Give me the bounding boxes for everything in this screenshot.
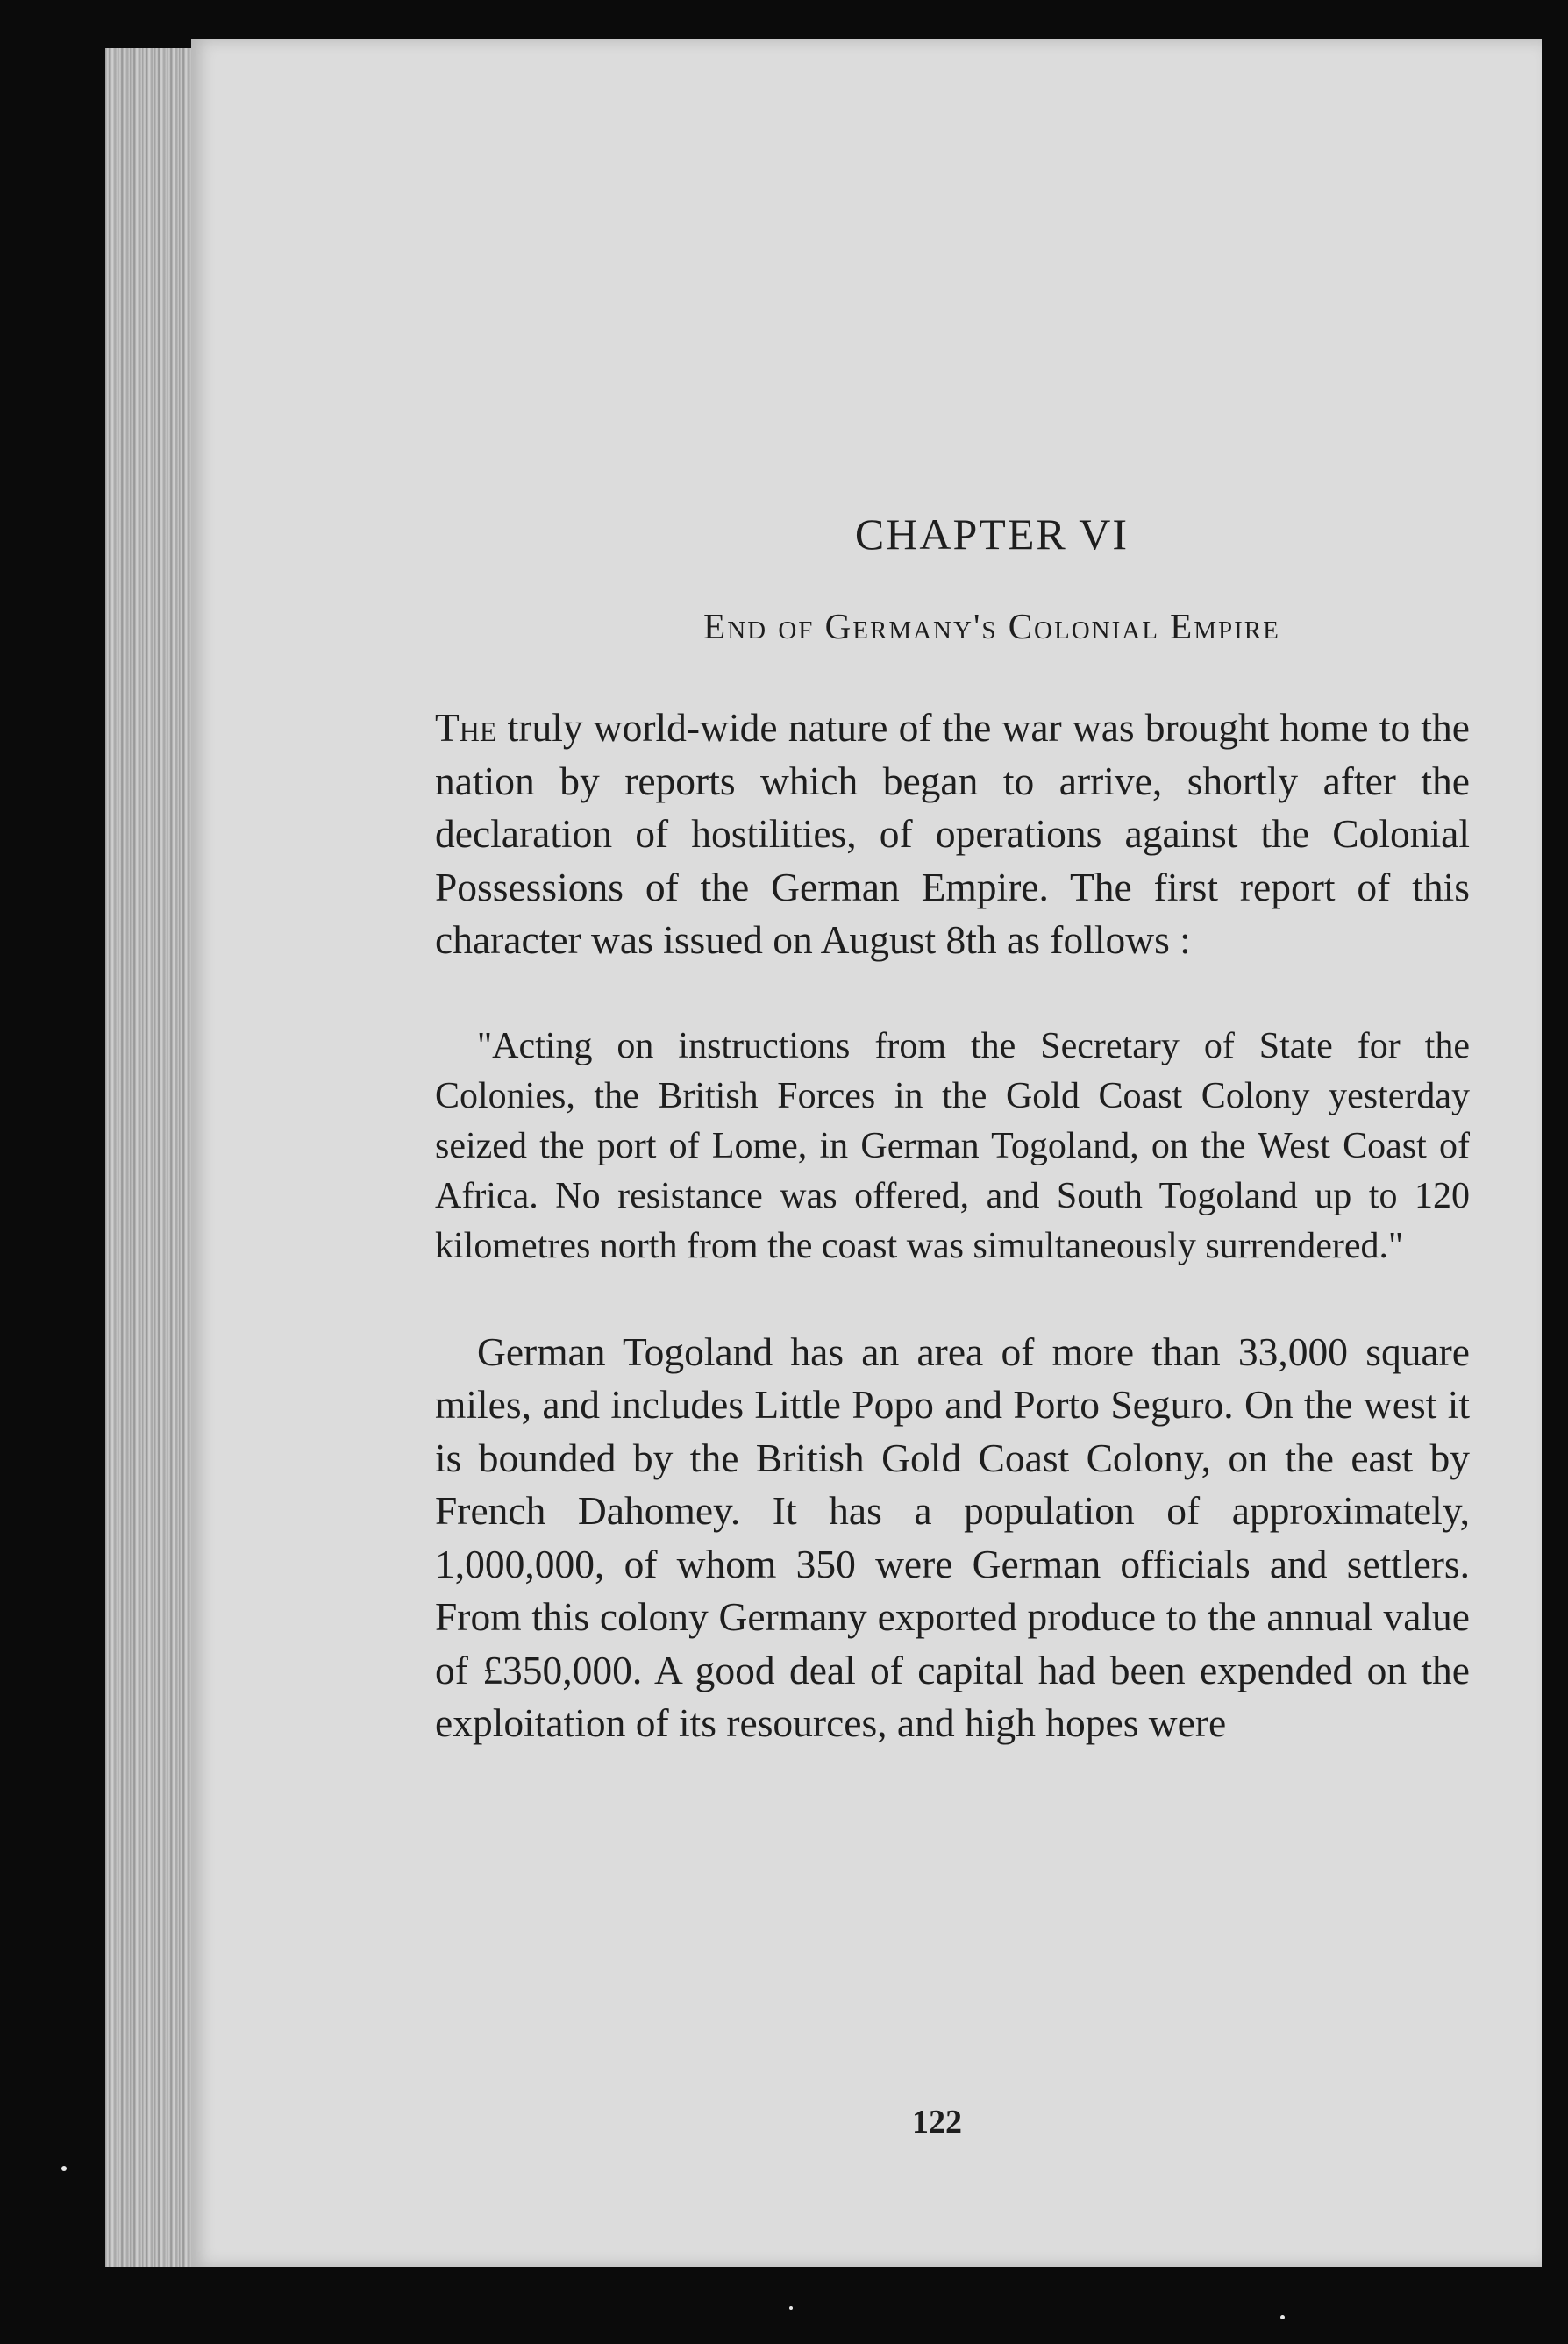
dust-speck <box>789 2306 793 2310</box>
body-paragraph-1 <box>435 702 1470 967</box>
paragraph-lead-word: The <box>435 705 497 750</box>
dust-speck <box>1280 2315 1285 2319</box>
block-quote: "Acting on instructions from the Secretary of State for the Colonies, the British Forces in the Gold Coast Colony yesterday seized the port of Lome, in German Togoland, on the West Coast of Africa. No resistance was offered, and South Togoland up to 120 kilometres north from the coast was simultaneously surrendered." <box>435 1025 1470 1266</box>
chapter-title: End of Germany's Colonial Empire <box>703 606 1280 646</box>
paragraph-1-text: truly world-wide nature of the war was brought home to the nation by reports which began to arrive, shortly after the declaration of hostilities, of operations against the Colonial Possessions of the German Empire. The first report of this character was issued on August 8th as follows : <box>435 705 1470 962</box>
dust-speck <box>61 2166 67 2171</box>
chapter-number: CHAPTER VI <box>854 509 1130 559</box>
book-page-edges <box>105 48 202 2267</box>
page-text-block <box>435 509 1470 1750</box>
page-number: 122 <box>912 2104 962 2141</box>
body-paragraph-2: German Togoland has an area of more than 33,000 square miles, and includes Little Popo and Porto Seguro. On the west it is bounded by the British Gold Coast Colony, on the east by French Dahomey. It has a population of approximately, 1,000,000, of whom 350 were German officials and settlers. From this colony Germany exported produce to the annual value of £350,000. A good deal of capital had been expended on the exploitation of its resources, and high hopes were <box>435 1329 1470 1745</box>
